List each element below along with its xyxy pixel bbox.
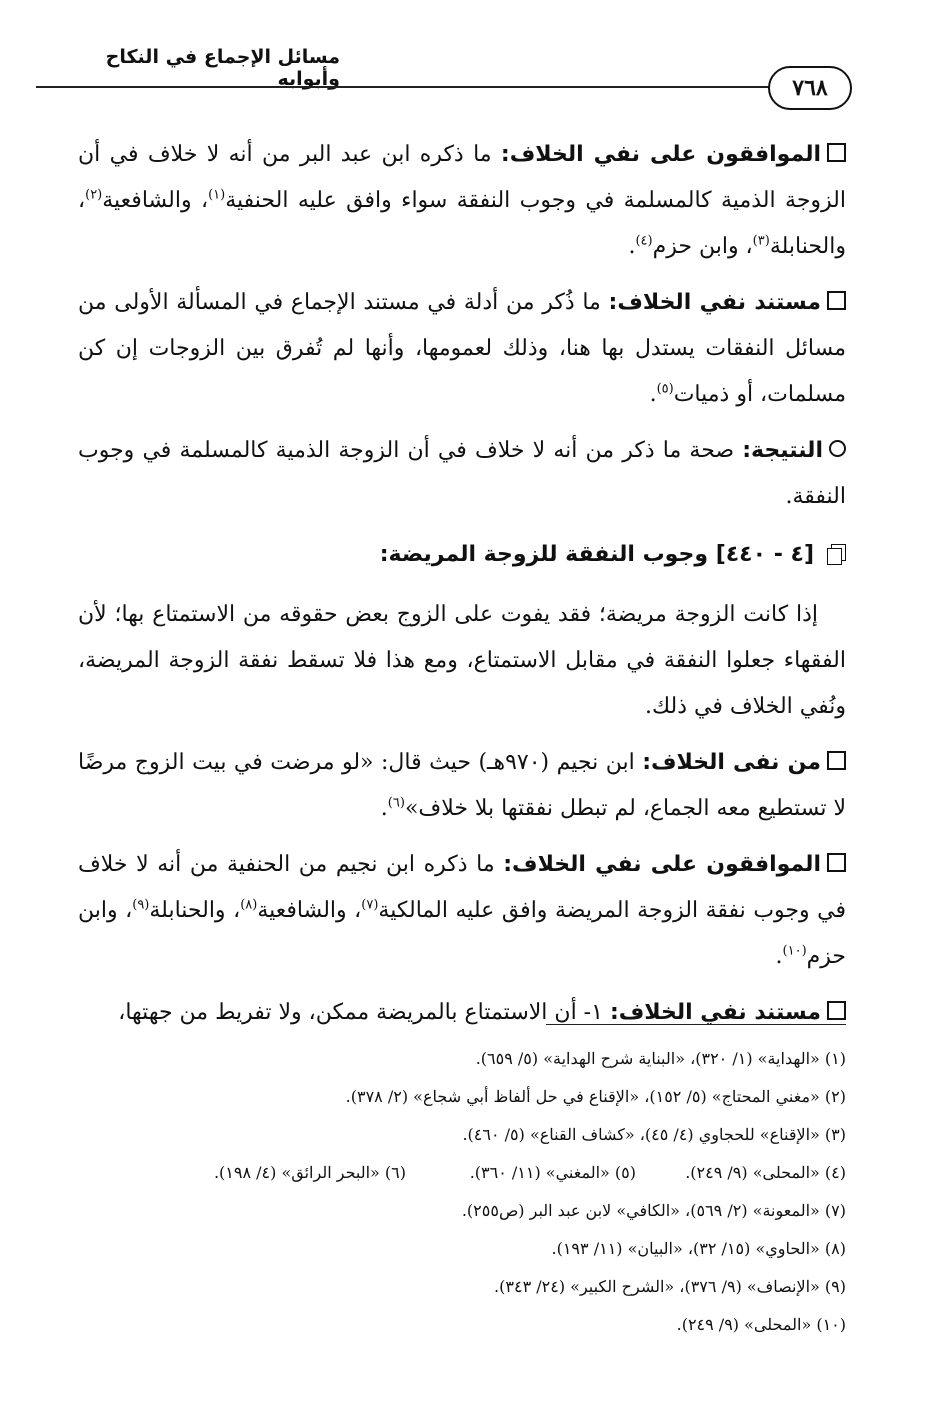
footnote-2: (٢) «مغني المحتاج» (٥/ ١٥٢)، «الإقناع في حل ألفاظ أبي شجاع» (٢/ ٣٧٨).	[345, 1087, 846, 1106]
footnote-ref[interactable]: (١)	[208, 187, 226, 203]
footnote-3: (٣) «الإقناع» للحجاوي (٤/ ٤٥)، «كشاف القناع» (٥/ ٤٦٠).	[462, 1125, 846, 1144]
footnote-8: (٨) «الحاوي» (١٥/ ٣٢)، «البيان» (١١/ ١٩٣).	[551, 1239, 846, 1258]
footnote-row-4-6	[78, 1154, 846, 1192]
paragraph-label: من نفى الخلاف:	[642, 750, 821, 775]
square-bullet-icon	[827, 291, 846, 310]
footnotes	[78, 1040, 846, 1344]
paragraph-label: الموافقون على نفي الخلاف:	[503, 852, 821, 877]
paragraph-basis: مستند نفي الخلاف: ما ذُكر من أدلة في مستند الإجماع في المسألة الأولى من مسائل النفقات يستدل بها هنا، وذلك لعمومها، وأنها لم تُفرق بين الزوجات إن كن مسلمات، أو ذميات$^{(٥)}$.	[78, 290, 846, 407]
footnote-ref[interactable]: (٨)	[240, 897, 258, 913]
square-bullet-icon	[827, 143, 846, 162]
running-header-title: مسائل الإجماع في النكاح وأبوابه	[105, 46, 340, 90]
paragraph-agreeing-2: الموافقون على نفي الخلاف: ما ذكره ابن نجيم من الحنفية من أنه لا خلاف في وجوب نفقة الزوجة المريضة وافق عليه المالكية$^{(٧)}$، والشافعية$^{(٨)}$، والحنابلة$^{(٩)}$، وابن حزم$^{(١٠)}$.	[78, 852, 846, 969]
square-bullet-icon	[827, 751, 846, 770]
paragraph-basis-2: مستند نفي الخلاف: ١- أن الاستمتاع بالمريضة ممكن، ولا تفريط من جهتها،	[78, 990, 846, 1036]
footnote-ref[interactable]: (٦)	[387, 795, 405, 811]
page-number: ٧٦٨	[768, 66, 852, 110]
section-number: [٤ - ٤٤٠]	[715, 542, 814, 567]
footnote-1: (١) «الهداية» (١/ ٣٢٠)، «البناية شرح الهداية» (٥/ ٦٥٩).	[475, 1049, 846, 1068]
paragraph-label: مستند نفي الخلاف:	[609, 1000, 821, 1025]
circle-bullet-icon	[829, 440, 846, 457]
footnote-ref[interactable]: (٩)	[132, 897, 150, 913]
footnote-5: (٥) «المغني» (١١/ ٣٦٠).	[469, 1163, 636, 1182]
paragraph-label: الموافقون على نفي الخلاف:	[500, 142, 821, 167]
paragraph-label: مستند نفي الخلاف:	[608, 290, 821, 315]
square-bullet-icon	[827, 1001, 846, 1020]
footnote-7: (٧) «المعونة» (٢/ ٥٦٩)، «الكافي» لابن عبد البر (ص٢٥٥).	[461, 1201, 846, 1220]
documents-icon	[828, 544, 846, 564]
section-title: وجوب النفقة للزوجة المريضة:	[379, 542, 709, 567]
section-heading	[78, 532, 846, 578]
paragraph-intro: إذا كانت الزوجة مريضة؛ فقد يفوت على الزوج بعض حقوقه من الاستمتاع بها؛ لأن الفقهاء جعلوا النفقة في مقابل الاستمتاع، ومع هذا فلا تسقط نفقة الزوجة المريضة، ونُفي الخلاف في ذلك.	[78, 602, 846, 719]
footnote-ref[interactable]: (٤)	[635, 233, 653, 249]
footnote-4: (٤) «المحلى» (٩/ ٢٤٩).	[685, 1163, 846, 1182]
paragraph-who-denied: من نفى الخلاف: ابن نجيم (٩٧٠هـ) حيث قال: «لو مرضت في بيت الزوج مرضًا لا تستطيع معه الجماع، لم تبطل نفقتها بلا خلاف»$^{(٦)}$.	[78, 750, 846, 821]
page-body	[78, 132, 846, 1046]
paragraph-result: النتيجة: صحة ما ذكر من أنه لا خلاف في أن الزوجة الذمية كالمسلمة في وجوب النفقة.	[78, 438, 846, 509]
paragraph-label: النتيجة:	[742, 438, 823, 463]
footnote-9: (٩) «الإنصاف» (٩/ ٣٧٦)، «الشرح الكبير» (٢٤/ ٣٤٣).	[494, 1277, 846, 1296]
footnote-ref[interactable]: (١٠)	[782, 943, 807, 959]
footnote-ref[interactable]: (٣)	[752, 233, 770, 249]
square-bullet-icon	[827, 853, 846, 872]
footnote-ref[interactable]: (٧)	[361, 897, 379, 913]
footnote-rule	[546, 1024, 846, 1025]
footnote-10: (١٠) «المحلى» (٩/ ٢٤٩).	[676, 1315, 846, 1334]
paragraph-agreeing: الموافقون على نفي الخلاف: ما ذكره ابن عبد البر من أنه لا خلاف في أن الزوجة الذمية كالمسلمة في وجوب النفقة سواء وافق عليه الحنفية$^{(١)}$، والشافعية$^{(٢)}$، والحنابلة$^{(٣)}$، وابن حزم$^{(٤)}$.	[78, 142, 846, 259]
footnote-6: (٦) «البحر الرائق» (٤/ ١٩٨).	[213, 1163, 406, 1182]
footnote-ref[interactable]: (٥)	[656, 381, 674, 397]
header-rule	[36, 86, 776, 88]
footnote-ref[interactable]: (٢)	[85, 187, 103, 203]
